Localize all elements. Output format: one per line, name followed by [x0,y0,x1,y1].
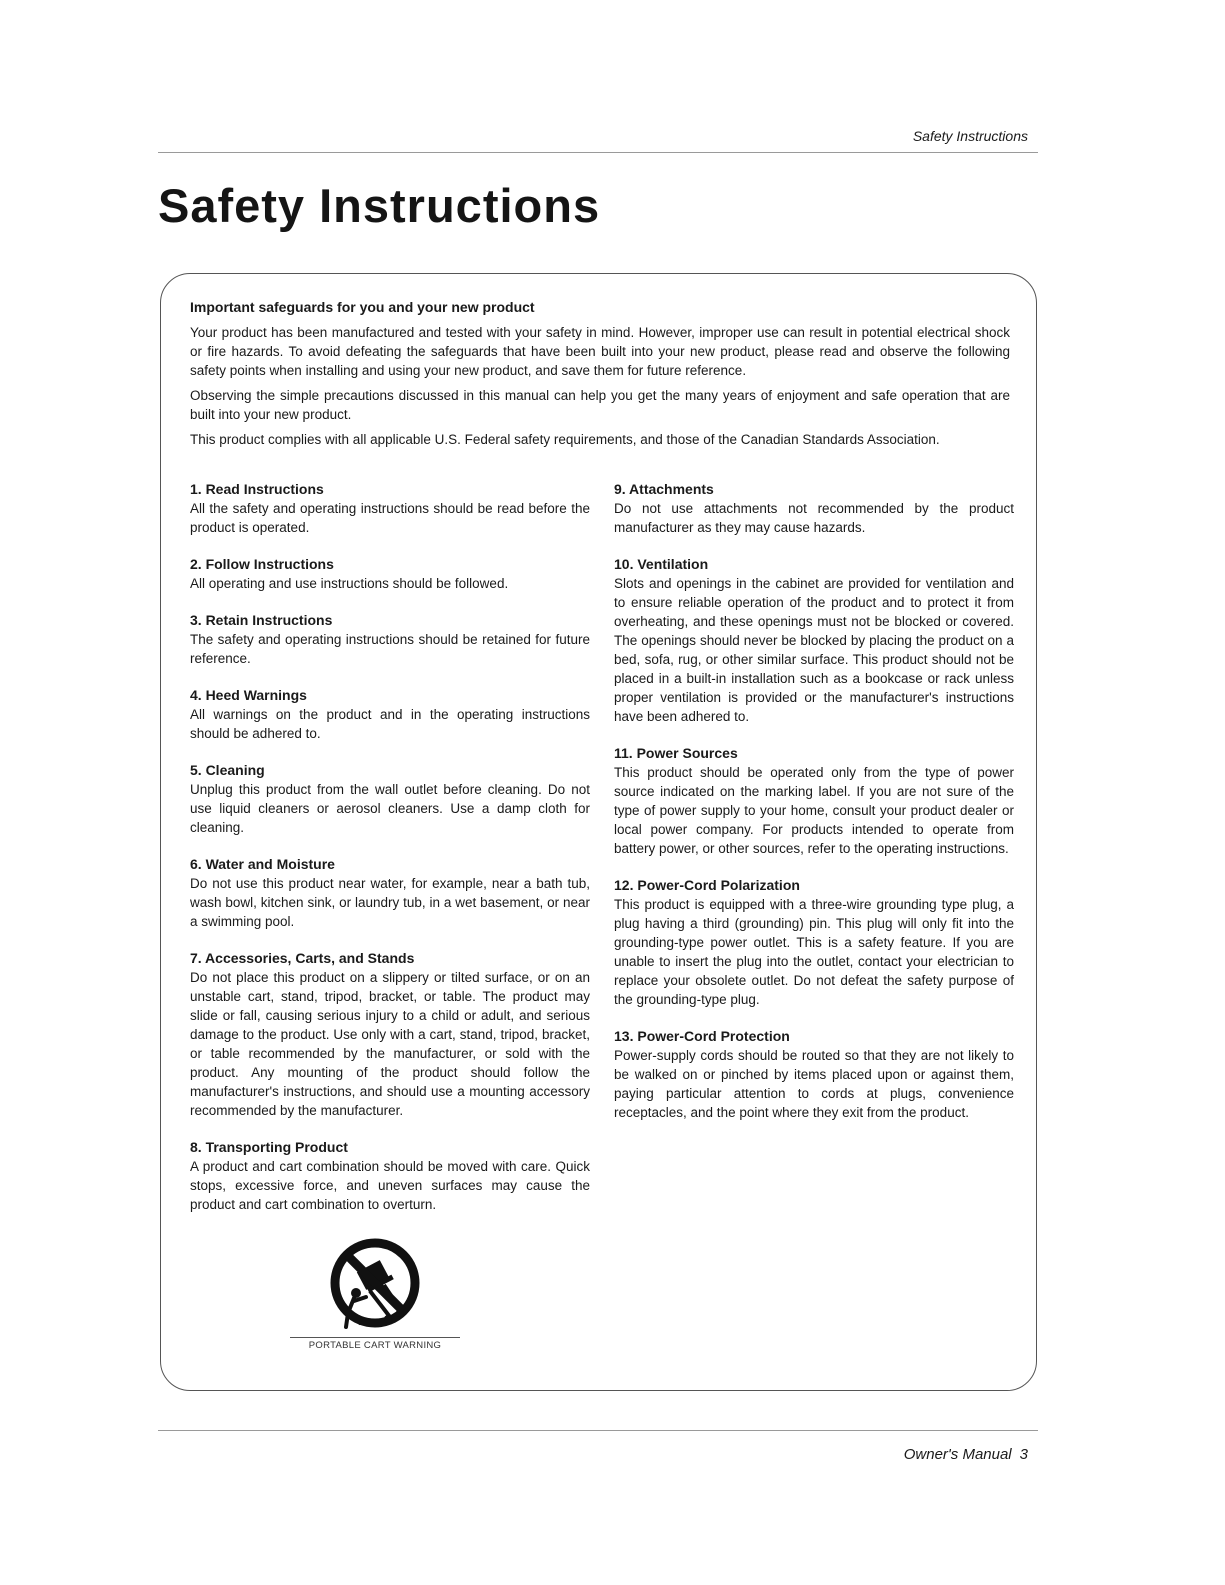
page-number: 3 [1019,1446,1028,1463]
instruction-body: All operating and use instructions should be followed. [190,576,509,591]
instruction-body: The safety and operating instructions should be retained for future reference. [190,632,590,666]
instruction-body: All warnings on the product and in the operating instructions should be adhered to. [190,707,590,741]
instruction-body: Unplug this product from the wall outlet before cleaning. Do not use liquid cleaners or aerosol cleaners. Use a damp cloth for cleaning. [190,782,590,835]
instruction-item [614,1027,1014,1122]
instruction-title: 4. Heed Warnings [190,687,307,703]
instruction-item [614,876,1014,1009]
footer-rule [158,1430,1038,1431]
instruction-item [614,555,1014,726]
instruction-title: 12. Power-Cord Polarization [614,877,800,893]
instruction-title: 10. Ventilation [614,556,709,572]
instruction-title: 11. Power Sources [614,745,738,761]
instruction-title: 2. Follow Instructions [190,556,334,572]
instruction-item [190,1138,590,1214]
instruction-body: Slots and openings in the cabinet are provided for ventilation and to ensure reliable operation of the product and to protect it from overheating, and these openings must not be blocked or covered. The openings should never be blocked by placing the product on a bed, sofa, rug, or other similar surface. This product should not be placed in a built-in installation such as a bookcase or rack unless proper ventilation is provided or the manufacturer's instructions have been adhered to. [614,576,1014,724]
portable-cart-warning-icon [320,1235,430,1335]
instruction-item [190,761,590,837]
instruction-title: 5. Cleaning [190,762,265,778]
left-column [190,480,590,1232]
intro-paragraph: This product complies with all applicable U.S. Federal safety requirements, and those of the Canadian Standards Association. [190,432,940,447]
instruction-body: Do not place this product on a slippery or tilted surface, or on an unstable cart, stand, tripod, bracket, or table. The product may slide or fall, causing serious injury to a child or adult, and serious damage to the product. Use only with a cart, stand, tripod, bracket, or table recommended by the manufacturer, or sold with the product. Any mounting of the product should follow the manufacturer's instructions, and should use a mounting accessory recommended by the manufacturer. [190,970,590,1118]
instruction-item [190,949,590,1120]
portable-cart-warning-figure [290,1235,460,1351]
instruction-title: 7. Accessories, Carts, and Stands [190,950,415,966]
instruction-title: 8. Transporting Product [190,1139,348,1155]
instruction-item [190,686,590,743]
instruction-body: All the safety and operating instructions should be read before the product is operated. [190,501,590,535]
intro-paragraph: Your product has been manufactured and tested with your safety in mind. However, improper use can result in potential electrical shock or fire hazards. To avoid defeating the safeguards that have been built into your new product, please read and observe the following safety points when installing and using your new product, and save them for future reference. [190,325,1010,378]
instruction-item [614,744,1014,858]
intro-section [190,298,1010,455]
page-footer [904,1446,1028,1463]
intro-heading: Important safeguards for you and your new product [190,299,535,315]
header-rule [158,152,1038,153]
right-column [614,480,1014,1140]
instruction-title: 13. Power-Cord Protection [614,1028,790,1044]
instruction-item [190,555,590,593]
instruction-body: This product should be operated only from the type of power source indicated on the marking label. If you are not sure of the type of power supply to your home, consult your product dealer or local power company. For products intended to operate from battery power, or other sources, refer to the operating instructions. [614,765,1014,856]
instruction-title: 3. Retain Instructions [190,612,333,628]
instruction-title: 1. Read Instructions [190,481,324,497]
caption-rule [290,1337,460,1338]
footer-label: Owner's Manual [903,1446,1012,1463]
instruction-body: Do not use attachments not recommended by the product manufacturer as they may cause hazards. [614,501,1014,535]
instruction-item [614,480,1014,537]
instruction-body: This product is equipped with a three-wire grounding type plug, a plug having a third (grounding) pin. This plug will only fit into the grounding-type power outlet. This is a safety feature. If you are unable to insert the plug into the outlet, contact your electrician to replace your obsolete outlet. Do not defeat the safety purpose of the grounding-type plug. [614,897,1014,1007]
page-title: Safety Instructions [158,179,601,232]
instruction-item [190,611,590,668]
instruction-body: A product and cart combination should be moved with care. Quick stops, excessive force, and uneven surfaces may cause the product and cart combination to overturn. [190,1159,590,1212]
instruction-title: 6. Water and Moisture [190,856,335,872]
instruction-item [190,855,590,931]
instruction-body: Power-supply cords should be routed so that they are not likely to be walked on or pinched by items placed upon or against them, paying particular attention to cords at plugs, convenience receptacles, and the point where they exit from the product. [614,1048,1014,1120]
intro-paragraph: Observing the simple precautions discussed in this manual can help you get the many years of enjoyment and safe operation that are built into your new product. [190,388,1010,422]
running-header: Safety Instructions [912,128,1028,144]
instruction-title: 9. Attachments [614,481,714,497]
instruction-body: Do not use this product near water, for example, near a bath tub, wash bowl, kitchen sink, or laundry tub, in a wet basement, or near a swimming pool. [190,876,590,929]
figure-caption: PORTABLE CART WARNING [308,1340,442,1351]
instruction-item [190,480,590,537]
